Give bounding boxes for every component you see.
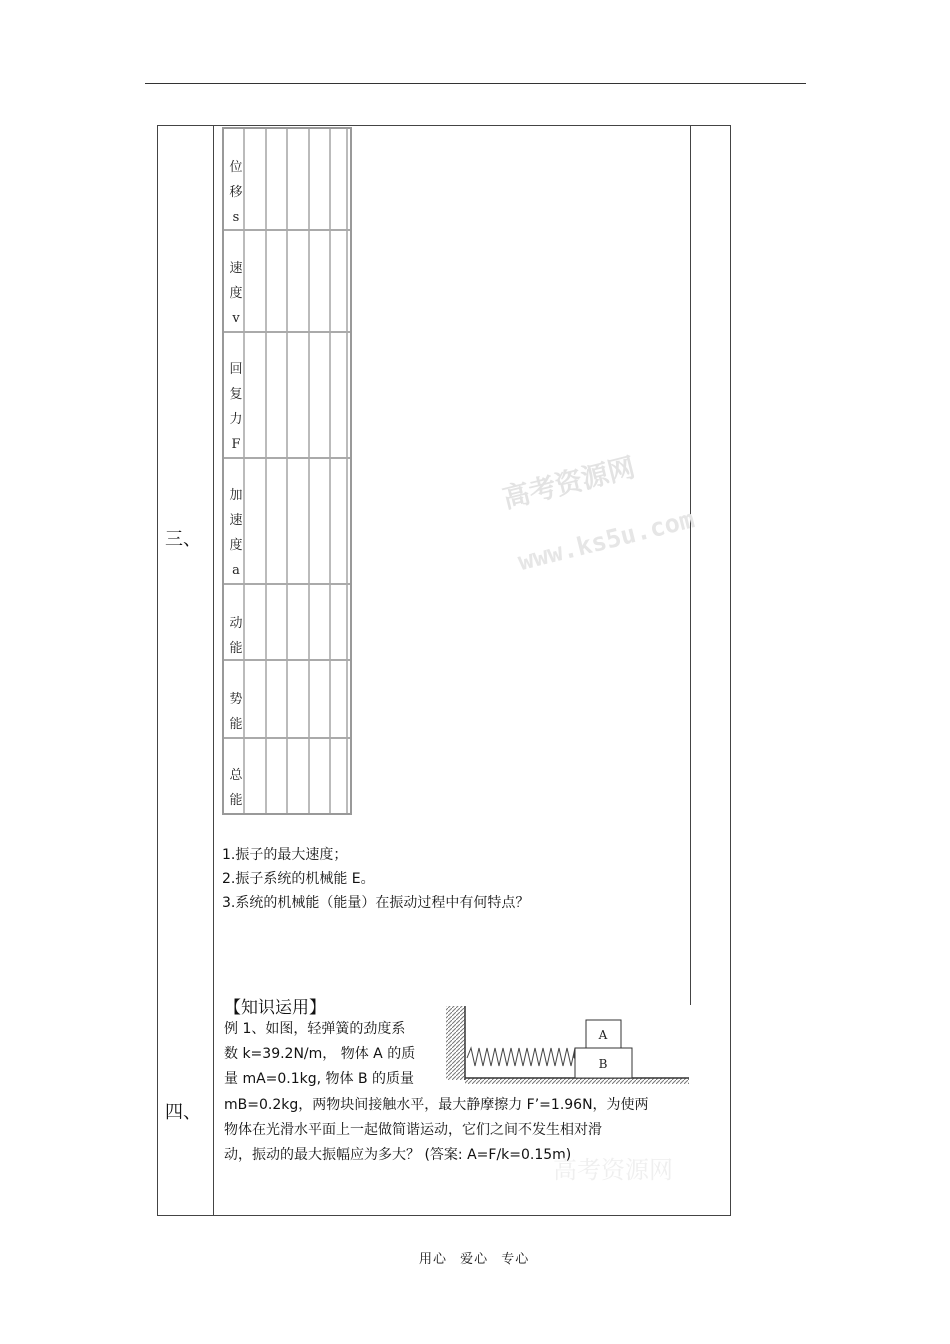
- wall-hatch: [446, 1006, 465, 1080]
- question-2: 2.振子系统的机械能 E。: [222, 871, 375, 887]
- watermark-url: www.ks5u.com: [515, 504, 698, 577]
- problem-line: 量 mA=0.1kg, 物体 B 的质量: [224, 1071, 415, 1087]
- knowledge-heading: 【知识运用】: [224, 998, 326, 1018]
- table-divider-right: [690, 125, 691, 1005]
- grid-row-label: 总 能: [229, 768, 243, 808]
- table-divider-left: [213, 125, 214, 1216]
- question-3: 3.系统的机械能（能量）在振动过程中有何特点？: [222, 895, 530, 911]
- block-b-label: B: [598, 1057, 608, 1071]
- question-1: 1.振子的最大速度；: [222, 847, 348, 863]
- problem-line: 例 1、如图，轻弹簧的劲度系: [224, 1021, 406, 1037]
- section-4-label: 四、: [165, 1102, 201, 1123]
- grid-row-label: 位 移 s: [229, 160, 243, 225]
- grid-row-label: 速 度 v: [229, 261, 243, 326]
- spring-block-figure: [444, 1004, 694, 1086]
- problem-line: 动，振动的最大振幅应为多大？ (答案: A=F/k=0.15m): [224, 1147, 572, 1163]
- watermark-text: 高考资源网: [499, 452, 639, 515]
- watermark-text-faint: 高考资源网: [553, 1156, 673, 1184]
- header-rule: [145, 83, 806, 84]
- section-3-label: 三、: [165, 529, 201, 550]
- problem-line: 数 k=39.2N/m， 物体 A 的质: [224, 1046, 416, 1062]
- problem-line: 物体在光滑水平面上一起做简谐运动，它们之间不发生相对滑: [224, 1122, 602, 1138]
- grid-row-label: 势 能: [229, 692, 243, 732]
- floor-hatch: [465, 1078, 689, 1084]
- block-a-label: A: [598, 1028, 608, 1042]
- page-footer: 用心 爱心 专心: [419, 1252, 530, 1267]
- grid-row-label: 回 复 力 F: [229, 362, 243, 452]
- spring: [467, 1048, 575, 1066]
- grid-row-label: 动 能: [229, 616, 243, 656]
- vibration-quantity-grid: [222, 127, 352, 815]
- grid-row-label: 加 速 度 a: [229, 488, 243, 578]
- problem-line: mB=0.2kg，两物块间接触水平，最大静摩擦力 F’=1.96N，为使两: [224, 1097, 649, 1113]
